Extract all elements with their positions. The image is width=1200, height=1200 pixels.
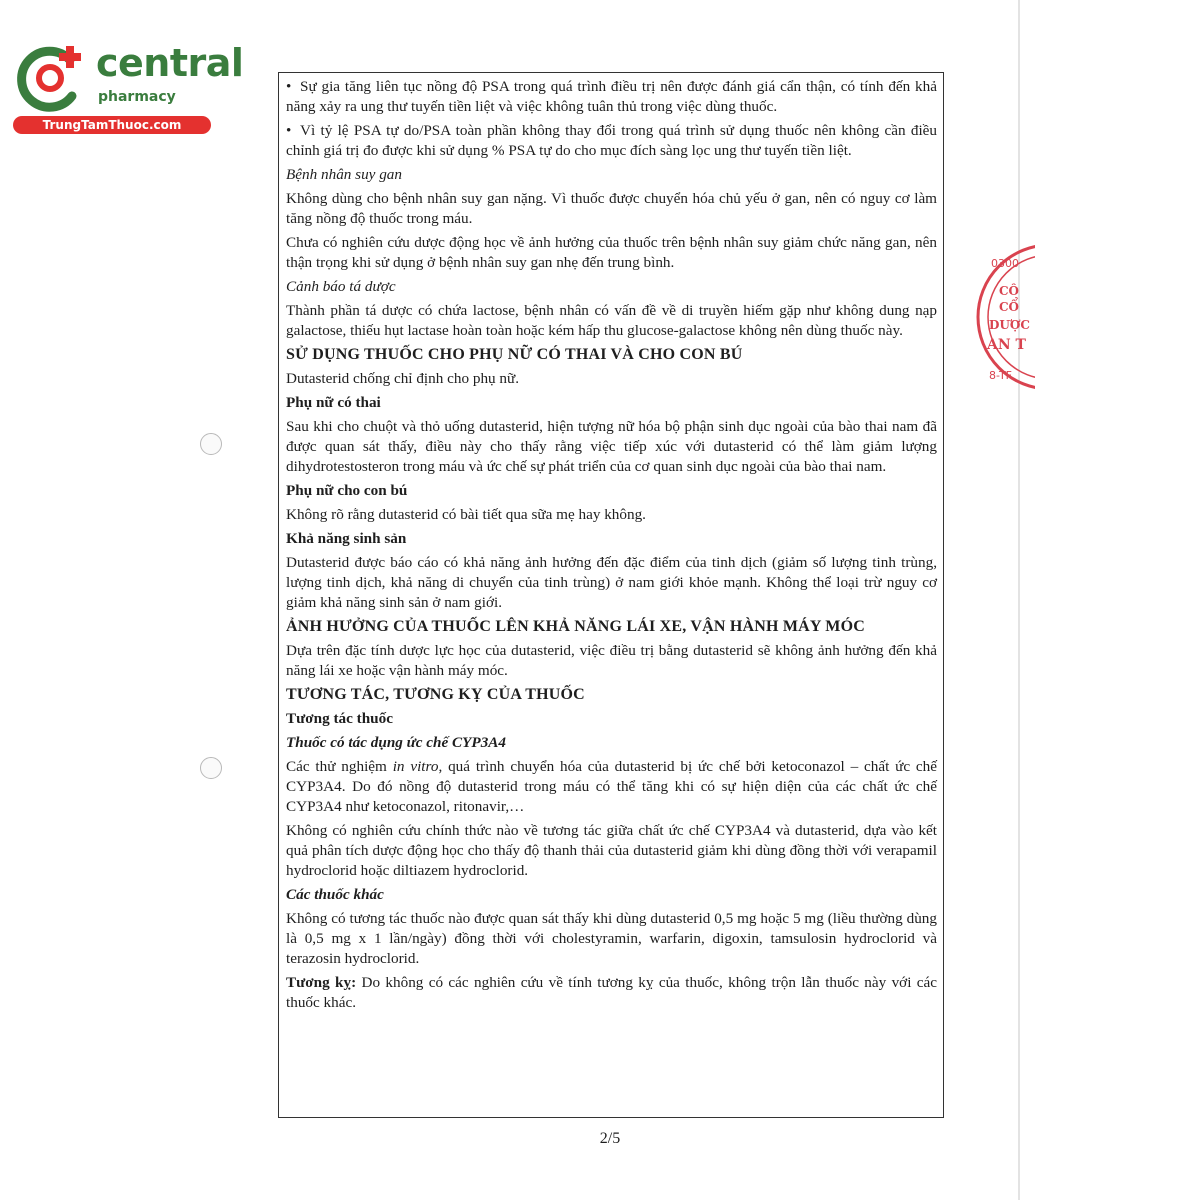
paragraph: Không dùng cho bệnh nhân suy gan nặng. Vì thuốc được chuyển hóa chủ yếu ở gan, nên có nguy cơ làm tăng nồng độ thuốc trong máu. — [286, 190, 937, 227]
logo-name: central — [96, 41, 244, 85]
list-item — [286, 77, 937, 117]
paragraph: Dutasterid chống chỉ định cho phụ nữ. — [286, 370, 520, 387]
subsection-title: Cảnh báo tá dược — [286, 278, 396, 295]
paragraph — [286, 757, 937, 817]
subsection-title: Phụ nữ cho con bú — [286, 482, 408, 499]
pharmacy-logo-icon — [12, 38, 92, 118]
section-heading: ẢNH HƯỞNG CỦA THUỐC LÊN KHẢ NĂNG LÁI XE, VẬN HÀNH MÁY MÓC — [286, 618, 865, 635]
paper-edge — [1018, 0, 1020, 1200]
bullet-text: Sự gia tăng liên tục nồng độ PSA trong quá trình điều trị nên được đánh giá cẩn thận, có tính đến khả năng xảy ra ung thư tuyến tiền liệt và việc không tuân thủ trong việc dùng thuốc. — [286, 78, 937, 115]
svg-text:8-TF: 8-TF — [989, 369, 1013, 382]
logo-banner: TrungTamThuoc.com — [13, 116, 211, 134]
document-page — [278, 72, 944, 1118]
pharmacy-logo — [10, 38, 244, 138]
bullet-text: Vì tỷ lệ PSA tự do/PSA toàn phần không thay đổi trong quá trình sử dụng thuốc nên không cần điều chỉnh giá trị đo được khi sử dụng % PSA tự do cho mục đích sàng lọc ung thư tuyến tiền liệt. — [286, 122, 937, 159]
paragraph: Không có tương tác thuốc nào được quan sát thấy khi dùng dutasterid 0,5 mg hoặc 5 mg (liều thường dùng là 0,5 mg x 1 lần/ngày) đồng thời với cholestyramin, warfarin, digoxin, tamsulosin hydroclorid và terazosin hydroclorid. — [286, 910, 937, 967]
seal-stamp-icon — [975, 235, 1035, 400]
paragraph: Sau khi cho chuột và thỏ uống dutasterid, hiện tượng nữ hóa bộ phận sinh dục ngoài của bào thai nam đã được quan sát thấy, điều này cho thấy rằng việc tiếp xúc với dutasterid có thể làm giảm lượng dihydrotestosteron trong máu và ức chế sự phát triển của cơ quan sinh dục ngoài của bào thai nam. — [286, 418, 937, 475]
punch-hole — [200, 433, 222, 455]
paragraph: Không rõ rằng dutasterid có bài tiết qua sữa mẹ hay không. — [286, 506, 646, 523]
section-heading: SỬ DỤNG THUỐC CHO PHỤ NỮ CÓ THAI VÀ CHO CON BÚ — [286, 346, 743, 363]
inline-label: Tương kỵ: — [286, 974, 357, 991]
subsection-title: Tương tác thuốc — [286, 710, 393, 727]
subsection-title: Khả năng sinh sản — [286, 530, 407, 547]
paragraph — [286, 973, 937, 1013]
text-run: , quá trình chuyển hóa của dutasterid bị ức chế bởi ketoconazol – chất ức chế CYP3A4. Do đó nồng độ dutasterid trong máu có thể tăng khi có sự hiện diện của các chất ức chế CYP3A4 như ketoconazol, ritonavir,… — [286, 758, 937, 815]
page-number: 2/5 — [599, 1130, 621, 1147]
svg-text:CỔ: CỔ — [999, 300, 1020, 314]
svg-text:DƯỢC: DƯỢC — [989, 318, 1030, 332]
section-heading: TƯƠNG TÁC, TƯƠNG KỴ CỦA THUỐC — [286, 686, 585, 703]
logo-subtitle: pharmacy — [98, 89, 176, 105]
text-run: Do không có các nghiên cứu về tính tương kỵ của thuốc, không trộn lẫn thuốc này với các thuốc khác. — [286, 974, 937, 1011]
subsection-title: Phụ nữ có thai — [286, 394, 381, 411]
subsection-title: Các thuốc khác — [286, 886, 384, 903]
punch-hole — [200, 757, 222, 779]
text-run-italic: in vitro — [392, 758, 439, 775]
list-item — [286, 121, 937, 161]
svg-text:CÔ: CÔ — [999, 284, 1020, 298]
bullet-icon: • — [286, 78, 292, 95]
text-run: Các thử nghiệm — [286, 758, 393, 775]
subsection-title: Bệnh nhân suy gan — [286, 166, 402, 183]
bullet-icon: • — [286, 122, 292, 139]
paragraph: Dutasterid được báo cáo có khả năng ảnh hưởng đến đặc điểm của tinh dịch (giảm số lượng tinh trùng, lượng tinh dịch, khả năng di chuyển của tinh trùng) ở nam giới khỏe mạnh. Không thể loại trừ nguy cơ giảm khả năng sinh sản ở nam giới. — [286, 554, 937, 611]
subsection-title: Thuốc có tác dụng ức chế CYP3A4 — [286, 734, 507, 751]
svg-text:0300: 0300 — [991, 257, 1019, 270]
paragraph: Chưa có nghiên cứu dược động học về ảnh hưởng của thuốc trên bệnh nhân suy giảm chức năng gan, nên thận trọng khi sử dụng ở bệnh nhân suy gan nhẹ đến trung bình. — [286, 234, 937, 271]
paragraph: Thành phần tá dược có chứa lactose, bệnh nhân có vấn đề về di truyền hiếm gặp như không dung nạp galactose, thiếu hụt lactase hoàn toàn hoặc kém hấp thu glucose-galactose không nên dùng thuốc này. — [286, 302, 937, 339]
paragraph: Dựa trên đặc tính dược lực học của dutasterid, việc điều trị bằng dutasterid sẽ không ảnh hưởng đến khả năng lái xe hoặc vận hành máy móc. — [286, 642, 937, 679]
svg-text:AN T: AN T — [987, 337, 1026, 353]
paragraph: Không có nghiên cứu chính thức nào về tương tác giữa chất ức chế CYP3A4 và dutasterid, dựa vào kết quả phân tích dược động học cho thấy độ thanh thải của dutasterid giảm khi dùng đồng thời với verapamil hydroclorid hoặc diltiazem hydroclorid. — [286, 822, 937, 879]
